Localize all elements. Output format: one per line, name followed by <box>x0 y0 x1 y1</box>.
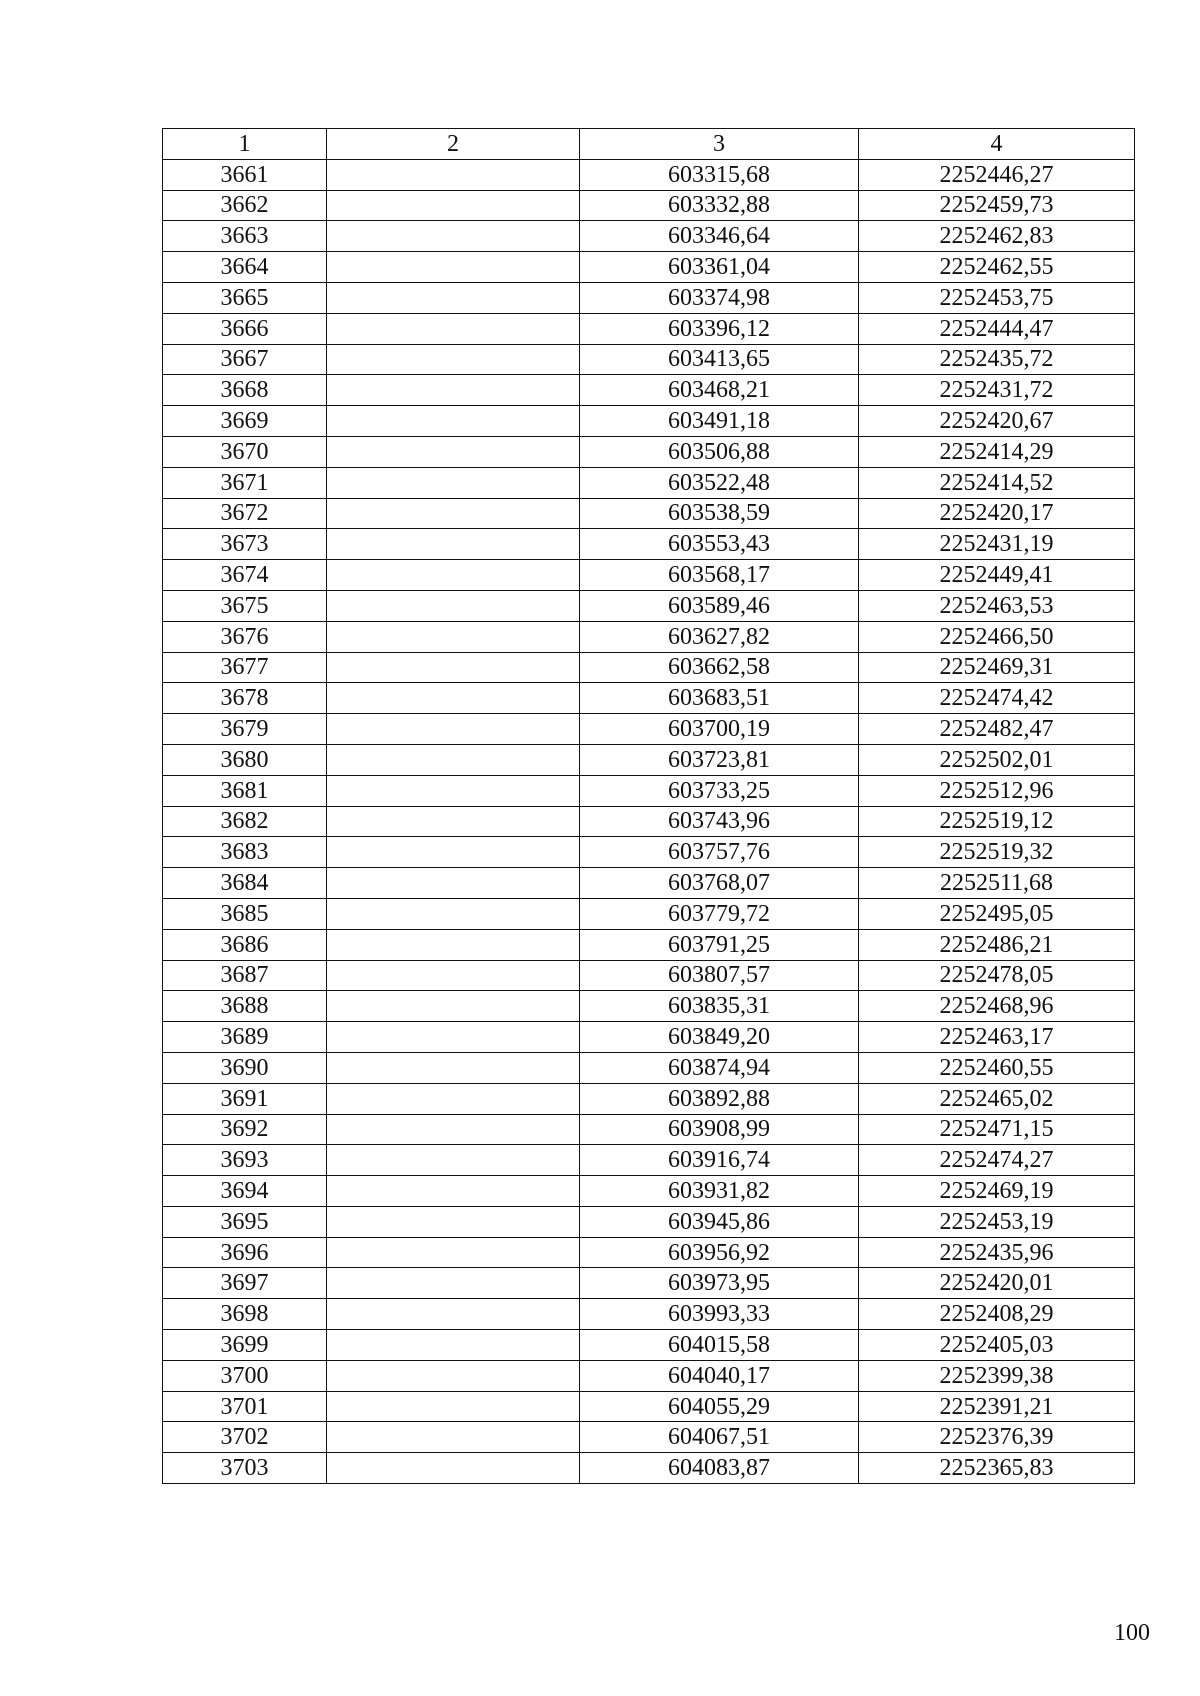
x-coordinate-cell: 603993,33 <box>580 1299 859 1330</box>
empty-cell <box>327 190 580 221</box>
point-number-cell: 3671 <box>163 467 327 498</box>
empty-cell <box>327 1268 580 1299</box>
y-coordinate-cell: 2252414,29 <box>859 436 1135 467</box>
table-row <box>163 1453 1135 1484</box>
table-row <box>163 1206 1135 1237</box>
point-number-cell: 3661 <box>163 159 327 190</box>
x-coordinate-cell: 603522,48 <box>580 467 859 498</box>
page-number: 100 <box>1114 1620 1150 1646</box>
empty-cell <box>327 1022 580 1053</box>
x-coordinate-cell: 603916,74 <box>580 1145 859 1176</box>
empty-cell <box>327 868 580 899</box>
y-coordinate-cell: 2252469,19 <box>859 1176 1135 1207</box>
empty-cell <box>327 498 580 529</box>
table-row <box>163 991 1135 1022</box>
table-row <box>163 744 1135 775</box>
point-number-cell: 3664 <box>163 252 327 283</box>
x-coordinate-cell: 603931,82 <box>580 1176 859 1207</box>
empty-cell <box>327 683 580 714</box>
point-number-cell: 3672 <box>163 498 327 529</box>
point-number-cell: 3703 <box>163 1453 327 1484</box>
y-coordinate-cell: 2252471,15 <box>859 1114 1135 1145</box>
point-number-cell: 3702 <box>163 1422 327 1453</box>
table-row <box>163 190 1135 221</box>
table-row <box>163 1268 1135 1299</box>
empty-cell <box>327 929 580 960</box>
empty-cell <box>327 775 580 806</box>
point-number-cell: 3681 <box>163 775 327 806</box>
empty-cell <box>327 1206 580 1237</box>
y-coordinate-cell: 2252435,96 <box>859 1237 1135 1268</box>
x-coordinate-cell: 603413,65 <box>580 344 859 375</box>
table-row <box>163 1330 1135 1361</box>
x-coordinate-cell: 603973,95 <box>580 1268 859 1299</box>
table-row <box>163 898 1135 929</box>
point-number-cell: 3666 <box>163 313 327 344</box>
x-coordinate-cell: 603662,58 <box>580 652 859 683</box>
point-number-cell: 3678 <box>163 683 327 714</box>
x-coordinate-cell: 603374,98 <box>580 282 859 313</box>
point-number-cell: 3673 <box>163 529 327 560</box>
x-coordinate-cell: 603346,64 <box>580 221 859 252</box>
y-coordinate-cell: 2252462,55 <box>859 252 1135 283</box>
x-coordinate-cell: 603568,17 <box>580 560 859 591</box>
y-coordinate-cell: 2252474,27 <box>859 1145 1135 1176</box>
y-coordinate-cell: 2252465,02 <box>859 1083 1135 1114</box>
x-coordinate-cell: 604040,17 <box>580 1360 859 1391</box>
point-number-cell: 3689 <box>163 1022 327 1053</box>
x-coordinate-cell: 603874,94 <box>580 1052 859 1083</box>
point-number-cell: 3686 <box>163 929 327 960</box>
header-cell-1: 1 <box>163 129 327 160</box>
y-coordinate-cell: 2252449,41 <box>859 560 1135 591</box>
y-coordinate-cell: 2252444,47 <box>859 313 1135 344</box>
table-row <box>163 929 1135 960</box>
empty-cell <box>327 652 580 683</box>
table-row <box>163 313 1135 344</box>
table-row <box>163 1299 1135 1330</box>
y-coordinate-cell: 2252431,19 <box>859 529 1135 560</box>
y-coordinate-cell: 2252459,73 <box>859 190 1135 221</box>
point-number-cell: 3682 <box>163 806 327 837</box>
header-cell-4: 4 <box>859 129 1135 160</box>
x-coordinate-cell: 603945,86 <box>580 1206 859 1237</box>
x-coordinate-cell: 603791,25 <box>580 929 859 960</box>
point-number-cell: 3676 <box>163 621 327 652</box>
empty-cell <box>327 960 580 991</box>
empty-cell <box>327 1176 580 1207</box>
point-number-cell: 3695 <box>163 1206 327 1237</box>
x-coordinate-cell: 603768,07 <box>580 868 859 899</box>
x-coordinate-cell: 603506,88 <box>580 436 859 467</box>
empty-cell <box>327 1330 580 1361</box>
point-number-cell: 3697 <box>163 1268 327 1299</box>
y-coordinate-cell: 2252420,01 <box>859 1268 1135 1299</box>
y-coordinate-cell: 2252414,52 <box>859 467 1135 498</box>
y-coordinate-cell: 2252399,38 <box>859 1360 1135 1391</box>
empty-cell <box>327 344 580 375</box>
empty-cell <box>327 744 580 775</box>
header-cell-2: 2 <box>327 129 580 160</box>
empty-cell <box>327 991 580 1022</box>
point-number-cell: 3670 <box>163 436 327 467</box>
empty-cell <box>327 313 580 344</box>
table-row <box>163 652 1135 683</box>
table-row <box>163 436 1135 467</box>
point-number-cell: 3693 <box>163 1145 327 1176</box>
table-row <box>163 1145 1135 1176</box>
table-row <box>163 1422 1135 1453</box>
point-number-cell: 3688 <box>163 991 327 1022</box>
table-row <box>163 1114 1135 1145</box>
table-row <box>163 1052 1135 1083</box>
empty-cell <box>327 560 580 591</box>
point-number-cell: 3679 <box>163 714 327 745</box>
empty-cell <box>327 1360 580 1391</box>
table-row <box>163 683 1135 714</box>
point-number-cell: 3669 <box>163 406 327 437</box>
table-row <box>163 960 1135 991</box>
x-coordinate-cell: 603589,46 <box>580 590 859 621</box>
table-body <box>163 159 1135 1483</box>
table-row <box>163 868 1135 899</box>
table-row <box>163 1360 1135 1391</box>
empty-cell <box>327 837 580 868</box>
x-coordinate-cell: 603553,43 <box>580 529 859 560</box>
table-header <box>163 129 1135 160</box>
x-coordinate-cell: 603849,20 <box>580 1022 859 1053</box>
y-coordinate-cell: 2252376,39 <box>859 1422 1135 1453</box>
table-row <box>163 1237 1135 1268</box>
y-coordinate-cell: 2252391,21 <box>859 1391 1135 1422</box>
table-row <box>163 590 1135 621</box>
empty-cell <box>327 282 580 313</box>
x-coordinate-cell: 603396,12 <box>580 313 859 344</box>
table-row <box>163 621 1135 652</box>
x-coordinate-cell: 603892,88 <box>580 1083 859 1114</box>
empty-cell <box>327 1453 580 1484</box>
empty-cell <box>327 375 580 406</box>
point-number-cell: 3677 <box>163 652 327 683</box>
y-coordinate-cell: 2252502,01 <box>859 744 1135 775</box>
x-coordinate-cell: 603700,19 <box>580 714 859 745</box>
y-coordinate-cell: 2252478,05 <box>859 960 1135 991</box>
x-coordinate-cell: 603908,99 <box>580 1114 859 1145</box>
table-row <box>163 344 1135 375</box>
y-coordinate-cell: 2252519,12 <box>859 806 1135 837</box>
empty-cell <box>327 467 580 498</box>
point-number-cell: 3687 <box>163 960 327 991</box>
y-coordinate-cell: 2252446,27 <box>859 159 1135 190</box>
y-coordinate-cell: 2252486,21 <box>859 929 1135 960</box>
empty-cell <box>327 221 580 252</box>
x-coordinate-cell: 603491,18 <box>580 406 859 437</box>
table-row <box>163 1022 1135 1053</box>
empty-cell <box>327 1083 580 1114</box>
x-coordinate-cell: 604083,87 <box>580 1453 859 1484</box>
empty-cell <box>327 714 580 745</box>
x-coordinate-cell: 604015,58 <box>580 1330 859 1361</box>
y-coordinate-cell: 2252420,17 <box>859 498 1135 529</box>
empty-cell <box>327 252 580 283</box>
y-coordinate-cell: 2252435,72 <box>859 344 1135 375</box>
y-coordinate-cell: 2252453,19 <box>859 1206 1135 1237</box>
point-number-cell: 3662 <box>163 190 327 221</box>
coordinates-table <box>162 128 1135 1484</box>
x-coordinate-cell: 604055,29 <box>580 1391 859 1422</box>
x-coordinate-cell: 603332,88 <box>580 190 859 221</box>
x-coordinate-cell: 603956,92 <box>580 1237 859 1268</box>
y-coordinate-cell: 2252466,50 <box>859 621 1135 652</box>
empty-cell <box>327 529 580 560</box>
table-row <box>163 1083 1135 1114</box>
empty-cell <box>327 1114 580 1145</box>
x-coordinate-cell: 603683,51 <box>580 683 859 714</box>
point-number-cell: 3691 <box>163 1083 327 1114</box>
y-coordinate-cell: 2252511,68 <box>859 868 1135 899</box>
point-number-cell: 3690 <box>163 1052 327 1083</box>
point-number-cell: 3680 <box>163 744 327 775</box>
y-coordinate-cell: 2252474,42 <box>859 683 1135 714</box>
table-row <box>163 806 1135 837</box>
x-coordinate-cell: 603723,81 <box>580 744 859 775</box>
header-row <box>163 129 1135 160</box>
empty-cell <box>327 1237 580 1268</box>
table-row <box>163 560 1135 591</box>
x-coordinate-cell: 603807,57 <box>580 960 859 991</box>
table-row <box>163 837 1135 868</box>
x-coordinate-cell: 603361,04 <box>580 252 859 283</box>
point-number-cell: 3699 <box>163 1330 327 1361</box>
table-row <box>163 714 1135 745</box>
point-number-cell: 3700 <box>163 1360 327 1391</box>
point-number-cell: 3675 <box>163 590 327 621</box>
y-coordinate-cell: 2252482,47 <box>859 714 1135 745</box>
y-coordinate-cell: 2252463,17 <box>859 1022 1135 1053</box>
point-number-cell: 3667 <box>163 344 327 375</box>
empty-cell <box>327 806 580 837</box>
x-coordinate-cell: 603757,76 <box>580 837 859 868</box>
table-row <box>163 252 1135 283</box>
x-coordinate-cell: 603538,59 <box>580 498 859 529</box>
y-coordinate-cell: 2252405,03 <box>859 1330 1135 1361</box>
table-row <box>163 375 1135 406</box>
empty-cell <box>327 1052 580 1083</box>
empty-cell <box>327 406 580 437</box>
x-coordinate-cell: 603835,31 <box>580 991 859 1022</box>
empty-cell <box>327 590 580 621</box>
y-coordinate-cell: 2252469,31 <box>859 652 1135 683</box>
empty-cell <box>327 436 580 467</box>
table-row <box>163 775 1135 806</box>
point-number-cell: 3665 <box>163 282 327 313</box>
y-coordinate-cell: 2252431,72 <box>859 375 1135 406</box>
y-coordinate-cell: 2252460,55 <box>859 1052 1135 1083</box>
point-number-cell: 3683 <box>163 837 327 868</box>
x-coordinate-cell: 603779,72 <box>580 898 859 929</box>
empty-cell <box>327 1299 580 1330</box>
table-row <box>163 529 1135 560</box>
point-number-cell: 3674 <box>163 560 327 591</box>
point-number-cell: 3696 <box>163 1237 327 1268</box>
table-row <box>163 1176 1135 1207</box>
y-coordinate-cell: 2252453,75 <box>859 282 1135 313</box>
x-coordinate-cell: 603743,96 <box>580 806 859 837</box>
empty-cell <box>327 159 580 190</box>
empty-cell <box>327 1422 580 1453</box>
y-coordinate-cell: 2252468,96 <box>859 991 1135 1022</box>
y-coordinate-cell: 2252519,32 <box>859 837 1135 868</box>
table-row <box>163 406 1135 437</box>
point-number-cell: 3663 <box>163 221 327 252</box>
x-coordinate-cell: 603733,25 <box>580 775 859 806</box>
header-cell-3: 3 <box>580 129 859 160</box>
y-coordinate-cell: 2252512,96 <box>859 775 1135 806</box>
x-coordinate-cell: 603627,82 <box>580 621 859 652</box>
empty-cell <box>327 1145 580 1176</box>
empty-cell <box>327 898 580 929</box>
y-coordinate-cell: 2252408,29 <box>859 1299 1135 1330</box>
table-row <box>163 498 1135 529</box>
table-row <box>163 159 1135 190</box>
y-coordinate-cell: 2252365,83 <box>859 1453 1135 1484</box>
table-row <box>163 221 1135 252</box>
table-row <box>163 467 1135 498</box>
point-number-cell: 3692 <box>163 1114 327 1145</box>
y-coordinate-cell: 2252420,67 <box>859 406 1135 437</box>
table-row <box>163 282 1135 313</box>
x-coordinate-cell: 604067,51 <box>580 1422 859 1453</box>
empty-cell <box>327 1391 580 1422</box>
table-row <box>163 1391 1135 1422</box>
empty-cell <box>327 621 580 652</box>
point-number-cell: 3698 <box>163 1299 327 1330</box>
y-coordinate-cell: 2252462,83 <box>859 221 1135 252</box>
point-number-cell: 3684 <box>163 868 327 899</box>
point-number-cell: 3694 <box>163 1176 327 1207</box>
point-number-cell: 3685 <box>163 898 327 929</box>
point-number-cell: 3668 <box>163 375 327 406</box>
y-coordinate-cell: 2252463,53 <box>859 590 1135 621</box>
y-coordinate-cell: 2252495,05 <box>859 898 1135 929</box>
x-coordinate-cell: 603315,68 <box>580 159 859 190</box>
point-number-cell: 3701 <box>163 1391 327 1422</box>
x-coordinate-cell: 603468,21 <box>580 375 859 406</box>
